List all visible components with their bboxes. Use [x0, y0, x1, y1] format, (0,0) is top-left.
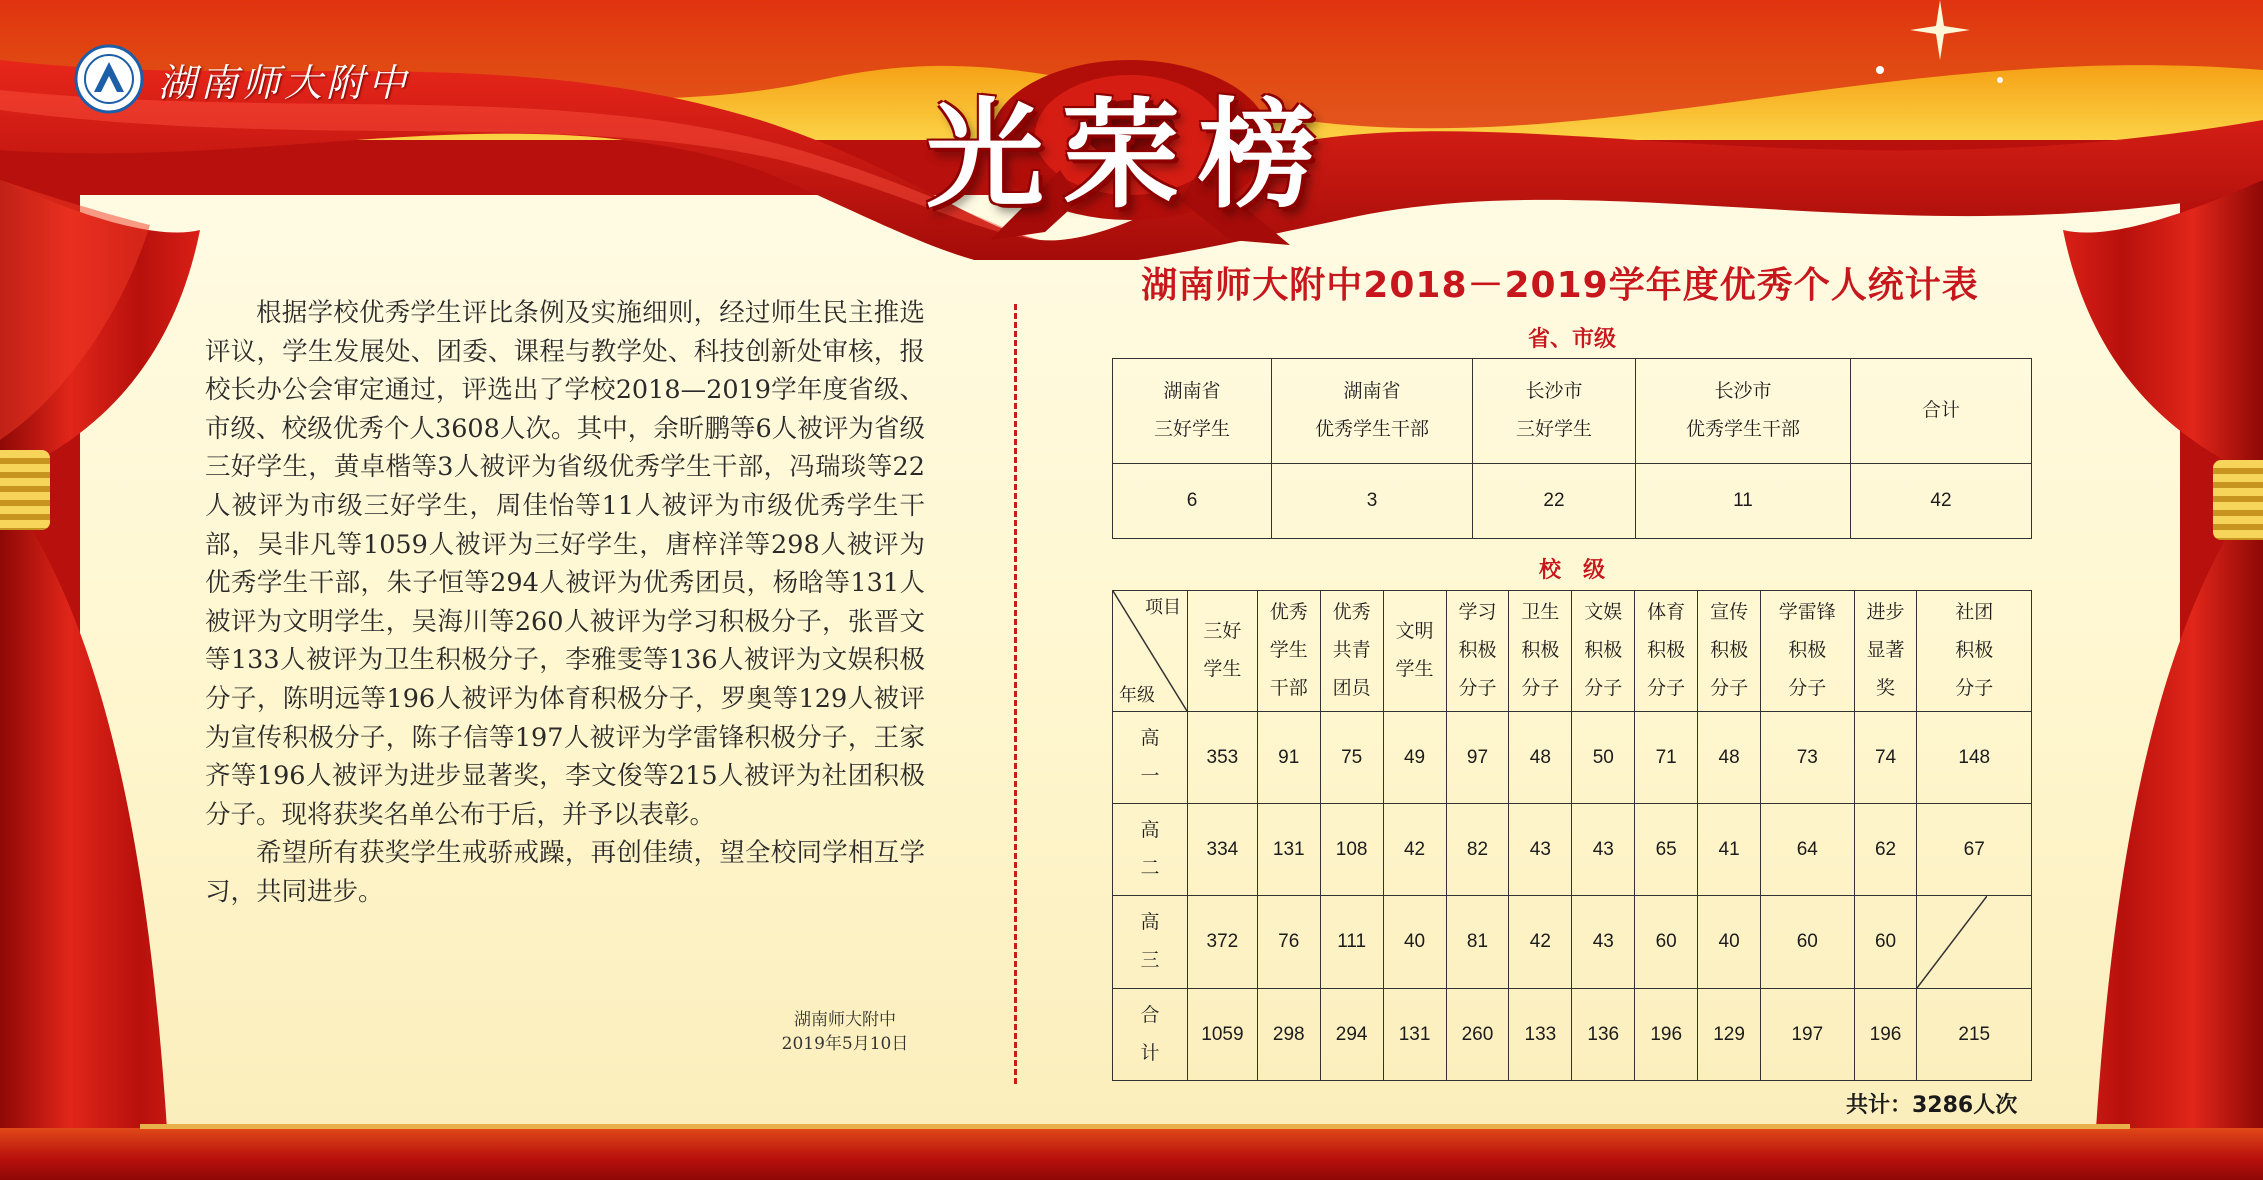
table-cell: 372	[1188, 896, 1258, 989]
table-row-grade-3	[1113, 896, 2032, 989]
table-cell: 64	[1761, 804, 1855, 896]
intro-text	[205, 294, 925, 912]
table-cell: 148	[1917, 712, 2032, 804]
table-cell: 50	[1572, 712, 1635, 804]
table-cell: 108	[1320, 804, 1383, 896]
table-cell: 298	[1257, 989, 1320, 1081]
grade-label: 合 计	[1113, 989, 1188, 1081]
table-cell: 60	[1854, 896, 1917, 989]
table-cell: 60	[1635, 896, 1698, 989]
table-cell: 49	[1383, 712, 1446, 804]
table-cell: 67	[1917, 804, 2032, 896]
signature-date: 2019年5月10日	[781, 1034, 909, 1054]
table-cell: 43	[1509, 804, 1572, 896]
table-row-grade-1	[1113, 712, 2032, 804]
table-cell: 334	[1188, 804, 1258, 896]
table-cell: 74	[1854, 712, 1917, 804]
table-cell: 215	[1917, 989, 2032, 1081]
slash-line	[1917, 896, 1987, 988]
table-cell: 75	[1320, 712, 1383, 804]
bottom-border	[0, 1128, 2263, 1180]
table-cell: 129	[1698, 989, 1761, 1081]
intro-paragraph-1: 根据学校优秀学生评比条例及实施细则，经过师生民主推选评议，学生发展处、团委、课程与教学处、科技创新处审核，报校长办公会审定通过，评选出了学校2018—2019学年度省级、市级、校级优秀个人3608人次。其中，余昕鹏等6人被评为省级三好学生，黄卓楷等3人被评为省级优秀学生干部，冯瑞琰等22人被评为市级三好学生，周佳怡等11人被评为市级优秀学生干部，吴非凡等1059人被评为三好学生，唐梓洋等298人被评为优秀学生干部，朱子恒等294人被评为优秀团员，杨晗等131人被评为文明学生，吴海川等260人被评为学习积极分子，张晋文等133人被评为卫生积极分子，李雅雯等136人被评为文娱积极分子，陈明远等196人被评为体育积极分子，罗奥等129人被评为宣传积极分子，陈子信等197人被评为学雷锋积极分子，王家齐等196人被评为进步显著奖，李文俊等215人被评为社团积极分子。现将获奖名单公布于后，并予以表彰。	[205, 298, 925, 830]
grand-total: 共计：3286人次	[1846, 1093, 2018, 1118]
school-header-row	[1113, 591, 2032, 712]
school-header-cell: 优秀 共青 团员	[1320, 591, 1383, 712]
signature	[770, 1008, 920, 1056]
table-cell: 196	[1635, 989, 1698, 1081]
school-emblem-icon	[74, 44, 144, 114]
school-header-cell: 进步 显著 奖	[1854, 591, 1917, 712]
logo-text: 湖南师大附中	[158, 60, 411, 105]
table-cell: 197	[1761, 989, 1855, 1081]
table-cell: 60	[1761, 896, 1855, 989]
table-cell: 97	[1446, 712, 1509, 804]
provincial-table	[1112, 358, 2032, 539]
table-cell: 81	[1446, 896, 1509, 989]
table-cell: 82	[1446, 804, 1509, 896]
provincial-header-cell: 湖南省 优秀学生干部	[1272, 359, 1473, 464]
provincial-value-cell: 11	[1636, 464, 1851, 539]
table-cell: 133	[1509, 989, 1572, 1081]
school-header-cell: 学习 积极 分子	[1446, 591, 1509, 712]
table-cell: 48	[1698, 712, 1761, 804]
provincial-value-cell: 22	[1473, 464, 1636, 539]
provincial-value-cell: 3	[1272, 464, 1473, 539]
table-cell: 42	[1509, 896, 1572, 989]
table-cell: 41	[1698, 804, 1761, 896]
corner-label-grade: 年级	[1119, 685, 1155, 705]
table-cell: 353	[1188, 712, 1258, 804]
table-cell: 196	[1854, 989, 1917, 1081]
school-header-cell: 体育 积极 分子	[1635, 591, 1698, 712]
dashed-divider	[1014, 304, 1017, 1084]
grade-label: 高 二	[1113, 804, 1188, 896]
school-header-cell: 卫生 积极 分子	[1509, 591, 1572, 712]
empty-cell-slashed	[1917, 896, 2032, 989]
provincial-header-cell: 长沙市 优秀学生干部	[1636, 359, 1851, 464]
table-cell: 76	[1257, 896, 1320, 989]
signature-org: 湖南师大附中	[794, 1010, 896, 1030]
provincial-header-cell: 湖南省 三好学生	[1113, 359, 1272, 464]
school-table	[1112, 590, 2032, 1081]
provincial-header-row	[1113, 359, 2032, 464]
gold-trim-line	[140, 1124, 2130, 1129]
table-cell: 294	[1320, 989, 1383, 1081]
school-section-label: 校 级	[1538, 558, 1605, 583]
table-row-total	[1113, 989, 2032, 1081]
title-area	[880, 40, 1380, 240]
table-cell: 62	[1854, 804, 1917, 896]
intro-paragraph-2: 希望所有获奖学生戒骄戒躁，再创佳绩，望全校同学相互学习，共同进步。	[205, 838, 925, 907]
table-title: 湖南师大附中2018－2019学年度优秀个人统计表	[1141, 265, 1979, 306]
table-cell: 40	[1383, 896, 1446, 989]
table-cell: 91	[1257, 712, 1320, 804]
left-curtain	[0, 0, 200, 1180]
school-logo	[74, 44, 410, 114]
school-header-cell: 文娱 积极 分子	[1572, 591, 1635, 712]
table-cell: 42	[1383, 804, 1446, 896]
table-cell: 73	[1761, 712, 1855, 804]
right-tieback	[2213, 460, 2263, 540]
school-header-cell: 文明 学生	[1383, 591, 1446, 712]
table-cell: 1059	[1188, 989, 1258, 1081]
table-cell: 111	[1320, 896, 1383, 989]
school-header-cell: 三好 学生	[1188, 591, 1258, 712]
left-tieback	[0, 450, 50, 530]
table-cell: 131	[1257, 804, 1320, 896]
table-cell: 260	[1446, 989, 1509, 1081]
page-title: 光荣榜	[925, 85, 1334, 224]
provincial-header-cell: 长沙市 三好学生	[1473, 359, 1636, 464]
table-row-grade-2	[1113, 804, 2032, 896]
table-cell: 65	[1635, 804, 1698, 896]
table-cell: 131	[1383, 989, 1446, 1081]
grade-label: 高 三	[1113, 896, 1188, 989]
corner-header-cell	[1113, 591, 1188, 712]
corner-label-item: 项目	[1145, 597, 1181, 617]
right-curtain	[2063, 0, 2263, 1180]
provincial-header-cell: 合计	[1851, 359, 2032, 464]
school-header-cell: 学雷锋 积极 分子	[1761, 591, 1855, 712]
school-header-cell: 优秀 学生 干部	[1257, 591, 1320, 712]
table-cell: 71	[1635, 712, 1698, 804]
table-cell: 43	[1572, 804, 1635, 896]
provincial-value-cell: 42	[1851, 464, 2032, 539]
provincial-value-row	[1113, 464, 2032, 539]
grade-label: 高 一	[1113, 712, 1188, 804]
provincial-value-cell: 6	[1113, 464, 1272, 539]
provincial-section-label: 省、市级	[1527, 327, 1616, 352]
table-cell: 43	[1572, 896, 1635, 989]
school-header-cell: 宣传 积极 分子	[1698, 591, 1761, 712]
school-header-cell: 社团 积极 分子	[1917, 591, 2032, 712]
table-cell: 136	[1572, 989, 1635, 1081]
table-cell: 40	[1698, 896, 1761, 989]
table-cell: 48	[1509, 712, 1572, 804]
